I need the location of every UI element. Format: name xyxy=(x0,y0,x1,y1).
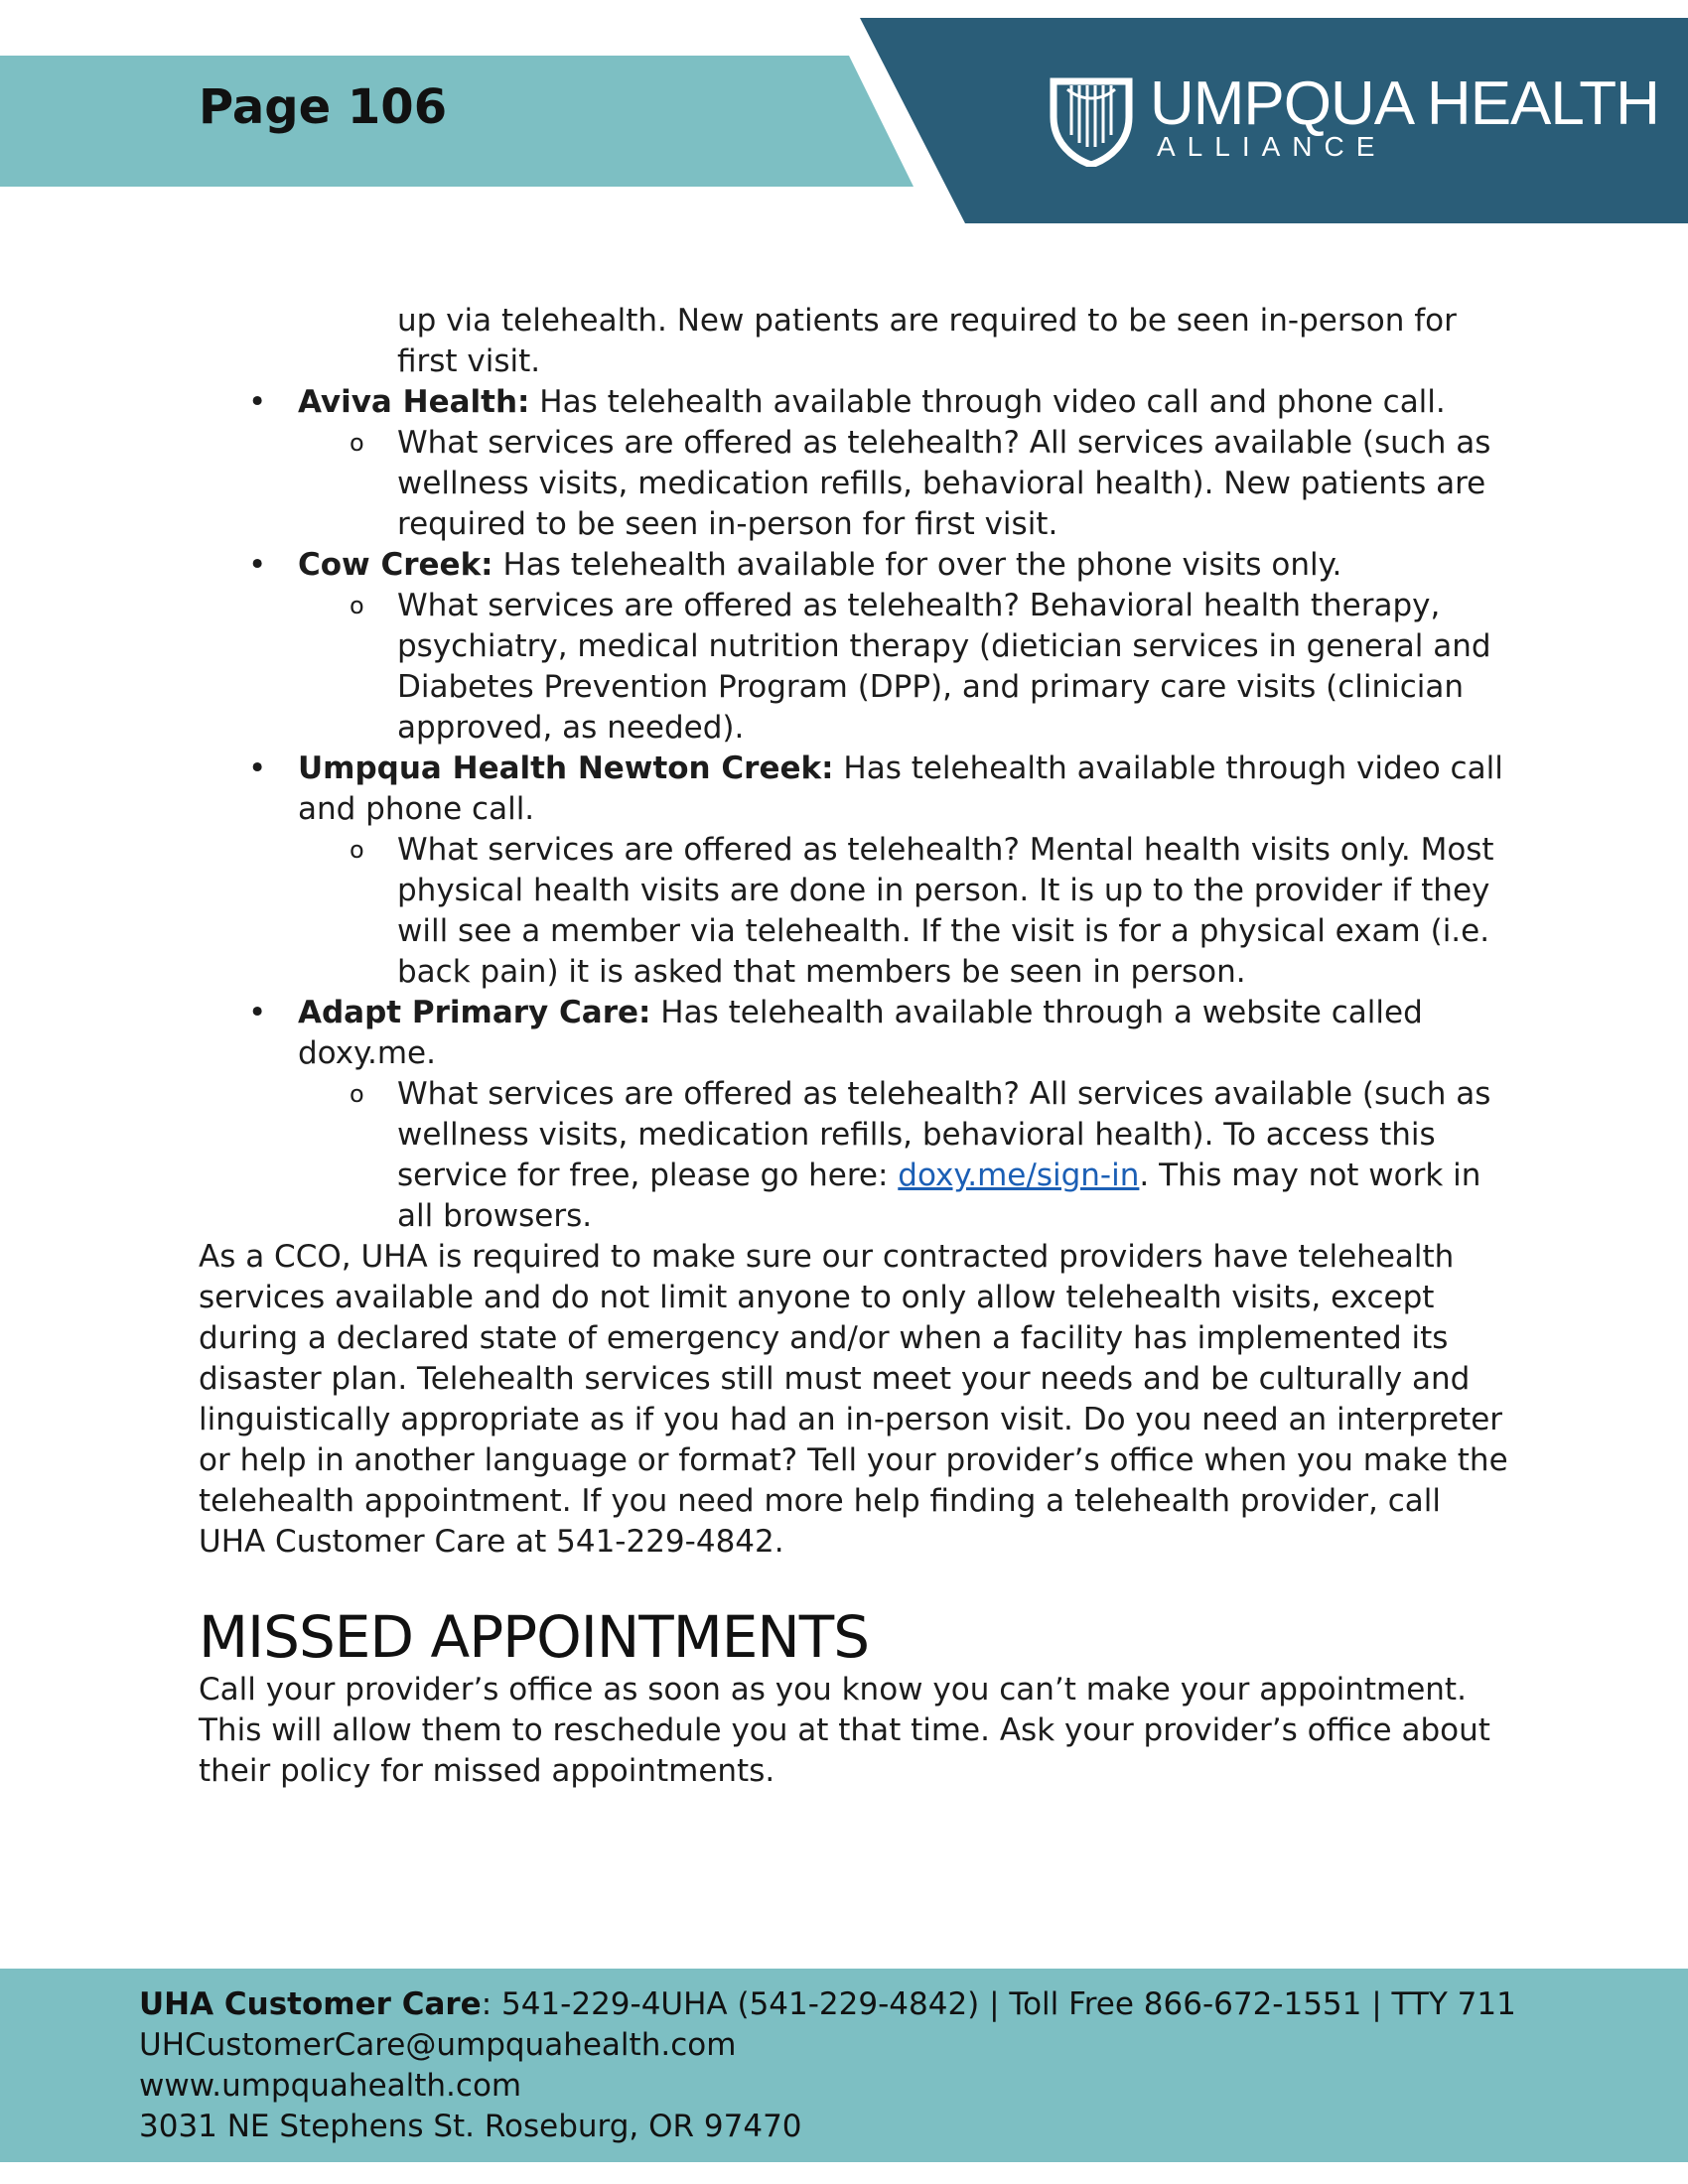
provider-description: Has telehealth available through video call and phone call. xyxy=(298,751,1503,827)
provider-description: Has telehealth available through a website called doxy.me. xyxy=(298,995,1423,1071)
provider-detail: o What services are offered as telehealth? Behavioral health therapy, psychiatry, medical nutrition therapy (dietician services in general and Diabetes Prevention Program (DPP), and primary care visits (clinician approved, as needed). xyxy=(199,586,1509,749)
provider-name: Aviva Health: xyxy=(298,384,530,420)
footer-contact xyxy=(139,1984,1516,2147)
footer-care-numbers: : 541-229-4UHA (541-229-4842) | Toll Free 866-672-1551 | TTY 711 xyxy=(481,1986,1516,2022)
logo-title: UMPQUA HEALTH xyxy=(1150,69,1659,138)
doxy-signin-link[interactable]: doxy.me/sign-in xyxy=(898,1158,1140,1193)
provider-item-cow-creek xyxy=(199,545,1509,586)
footer-care-label: UHA Customer Care xyxy=(139,1986,482,2022)
missed-appointments-heading: MISSED APPOINTMENTS xyxy=(199,1603,870,1671)
footer-address: 3031 NE Stephens St. Roseburg, OR 97470 xyxy=(139,2109,802,2144)
page-header xyxy=(0,0,1688,228)
provider-description: Has telehealth available through video call and phone call. xyxy=(529,384,1446,420)
detail-text: . This may not work in all browsers. xyxy=(397,1158,1481,1234)
missed-appointments-paragraph: Call your provider’s office as soon as you know you can’t make your appointment. This will allow them to reschedule you at that time. Ask your provider’s office about their policy for missed appointments. xyxy=(199,1672,1490,1789)
logo-subtitle: ALLIANCE xyxy=(1157,131,1387,162)
umpqua-health-logo xyxy=(1048,69,1659,181)
page-number: Page 106 xyxy=(199,79,448,135)
cco-paragraph: As a CCO, UHA is required to make sure our contracted providers have telehealth services available and do not limit anyone to only allow telehealth visits, except during a declared state of emergency and/or when a facility has implemented its disaster plan. Telehealth services still must meet your needs and be culturally and linguistically appropriate as if you had an in-person visit. Do you need an interpreter or help in another language or format? Tell your provider’s office when you make the telehealth appointment. If you need more help finding a telehealth provider, call UHA Customer Care at 541-229-4842. xyxy=(199,1239,1508,1560)
provider-name: Cow Creek: xyxy=(298,547,493,583)
provider-item-aviva xyxy=(199,382,1509,423)
provider-detail: o What services are offered as telehealth? All services available (such as wellness visits, medication refills, behavioral health). New patients are required to be seen in-person for first visit. xyxy=(199,423,1509,545)
provider-description: Has telehealth available for over the phone visits only. xyxy=(492,547,1342,583)
provider-detail xyxy=(199,1074,1509,1237)
provider-item-newton-creek xyxy=(199,749,1509,830)
provider-name: Adapt Primary Care: xyxy=(298,995,651,1030)
footer-website: www.umpquahealth.com xyxy=(139,2068,522,2104)
header-light-band xyxy=(0,56,914,187)
page-footer xyxy=(0,1969,1688,2162)
footer-email: UHCustomerCare@umpquahealth.com xyxy=(139,2027,737,2063)
page-content xyxy=(199,301,1509,1792)
provider-item-adapt xyxy=(199,993,1509,1074)
provider-name: Umpqua Health Newton Creek: xyxy=(298,751,834,786)
footer-care-line xyxy=(139,1984,1516,2025)
logo-shield-icon xyxy=(1048,71,1135,167)
provider-detail: o What services are offered as telehealth? Mental health visits only. Most physical health visits are done in person. It is up to the provider if they will see a member via telehealth. If the visit is for a physical exam (i.e. back pain) it is asked that members be seen in person. xyxy=(199,830,1509,993)
continuation-text: up via telehealth. New patients are required to be seen in-person for first visit. xyxy=(397,303,1457,379)
detail-text: What services are offered as telehealth? All services available (such as wellness visits, medication refills, behavioral health). To access this service for free, please go here: xyxy=(397,1076,1491,1193)
